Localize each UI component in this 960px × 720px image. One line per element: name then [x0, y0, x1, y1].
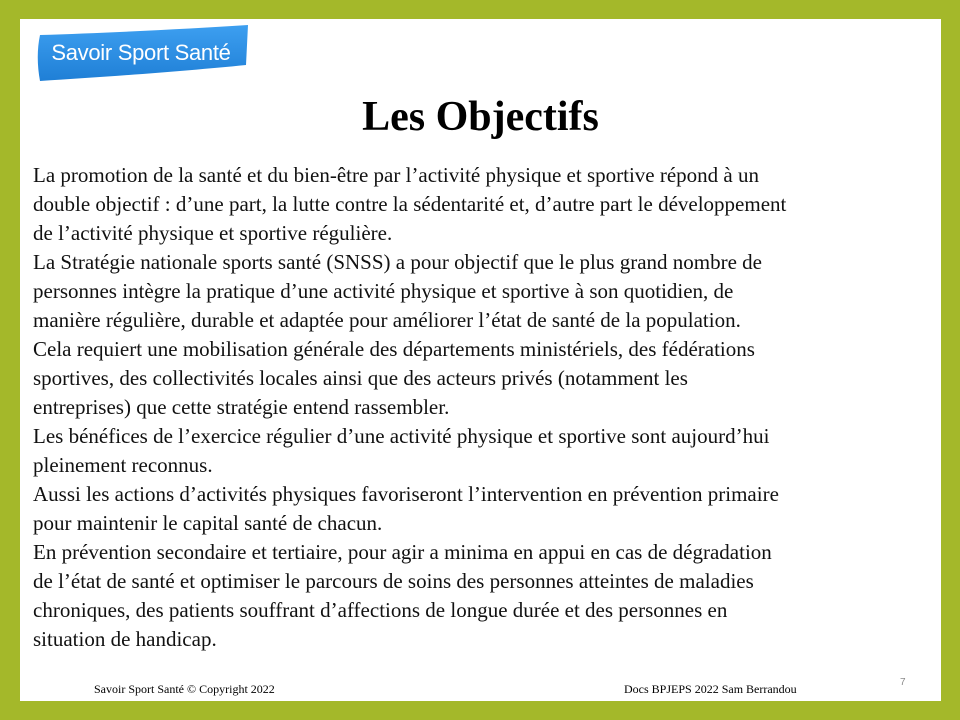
text-line: La Stratégie nationale sports santé (SNSS) a pour objectif que le plus grand nombre de [33, 250, 762, 274]
footer-author: Docs BPJEPS 2022 Sam Berrandou [624, 682, 797, 696]
paragraph-prevention-primaire [33, 480, 941, 538]
text-line: La promotion de la santé et du bien-être par l’activité physique et sportive répond à un [33, 163, 760, 187]
logo-text: Savoir Sport Santé [51, 40, 231, 65]
slide-title: Les Objectifs [362, 94, 599, 140]
paragraph-objectif [33, 161, 941, 248]
paragraph-prevention-secondaire [33, 538, 941, 654]
text-line: de l’état de santé et optimiser le parcours de soins des personnes atteintes de maladies [33, 569, 754, 593]
text-line: Aussi les actions d’activités physiques favoriseront l’intervention en prévention primaire [33, 482, 779, 506]
text-line: chroniques, des patients souffrant d’affections de longue durée et des personnes en [33, 598, 728, 622]
text-line: Les bénéfices de l’exercice régulier d’une activité physique et sportive sont aujourd’hui [33, 424, 770, 448]
savoir-sport-sante-logo [36, 25, 250, 81]
text-line: sportives, des collectivités locales ainsi que des acteurs privés (notamment les [33, 366, 688, 390]
text-line: personnes intègre la pratique d’une activité physique et sportive à son quotidien, de [33, 279, 734, 303]
page-number: 7 [900, 677, 906, 688]
text-line: pour maintenir le capital santé de chacun. [33, 511, 383, 535]
text-line: En prévention secondaire et tertiaire, pour agir a minima en appui en cas de dégradation [33, 540, 772, 564]
slide [20, 19, 941, 701]
footer-copyright: Savoir Sport Santé © Copyright 2022 [94, 682, 275, 696]
text-line: Cela requiert une mobilisation générale des départements ministériels, des fédérations [33, 337, 755, 361]
text-line: situation de handicap. [33, 627, 217, 651]
paragraph-snss [33, 248, 941, 335]
slide-body [33, 161, 941, 654]
paragraph-mobilisation [33, 335, 941, 422]
text-line: entreprises) que cette stratégie entend rassembler. [33, 395, 450, 419]
text-line: double objectif : d’une part, la lutte contre la sédentarité et, d’autre part le développement [33, 192, 787, 216]
text-line: de l’activité physique et sportive régulière. [33, 221, 393, 245]
paragraph-benefices [33, 422, 941, 480]
text-line: pleinement reconnus. [33, 453, 213, 477]
text-line: manière régulière, durable et adaptée pour améliorer l’état de santé de la population. [33, 308, 741, 332]
